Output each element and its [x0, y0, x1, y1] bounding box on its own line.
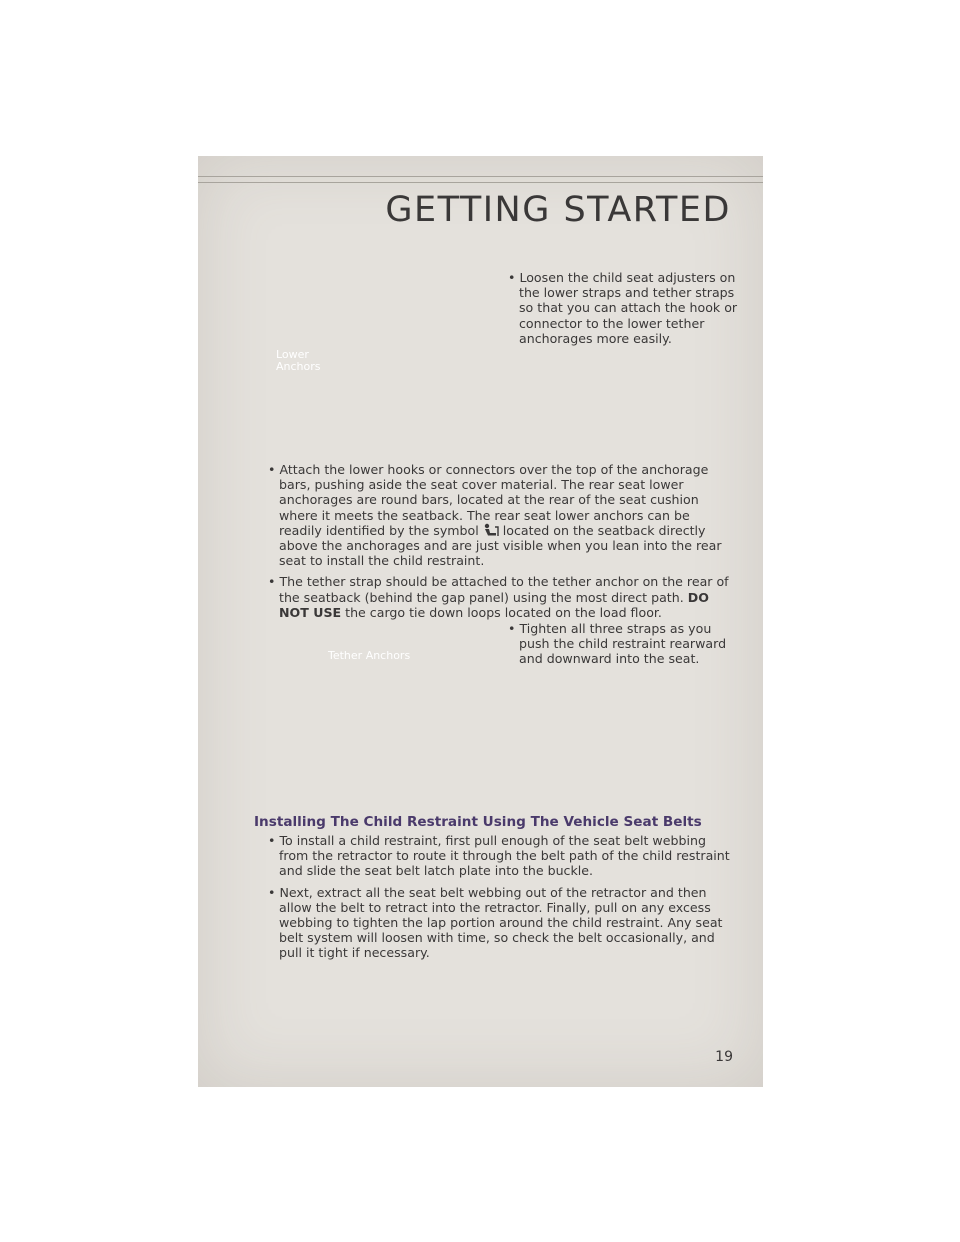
child-seat-anchor-icon [481, 523, 501, 538]
bullet-tether-warning: DO NOT USE [279, 589, 709, 620]
page-title: GETTING STARTED [385, 190, 731, 230]
bullet-tether-text-2: the cargo tie down loops located on the load floor. [345, 604, 662, 620]
manual-page [198, 156, 763, 1087]
bullet-attach: • Attach the lower hooks or connectors over the top of the anchorage bars, pushing aside the seat cover material. The rear seat lower anchorages are round bars, located at the rear of the seat cushion where it meets the seatback. The rear seat lower anchors can be readily identified by the symbol located on the seatback directly above the anchorages and are just visible when you lean into the rear seat to install the child restraint. [268, 462, 722, 569]
bullet-seatbelt-2-text: Next, extract all the seat belt webbing out of the retractor and then allow the belt to retract into the retractor. Finally, pull on any excess webbing to tighten the lap portion around the child restraint. Any seat belt system will loosen with time, so check the belt occasionally, and pull it tight if necessary. [279, 884, 723, 961]
top-rule-secondary [198, 182, 763, 183]
bullet-attach-text-1: Attach the lower hooks or connectors over the top of the anchorage bars, pushing aside the seat cover material. The rear seat lower anchorages are round bars, located at the rear of the seat cushion where it meets the seatback. The rear seat lower anchors can be readily identified by the symbol [279, 462, 709, 538]
bullet-tether: • The tether strap should be attached to the tether anchor on the rear of the seatback (behind the gap panel) using the most direct path. DO NOT USE the cargo tie down loops located on the load floor. [268, 574, 729, 620]
bullet-seatbelt-1: • To install a child restraint, first pull enough of the seat belt webbing from the retractor to route it through the belt path of the child restraint and slide the seat belt latch plate into the buckle. [268, 833, 730, 879]
bullet-loosen-text: Loosen the child seat adjusters on the lower straps and tether straps so that you can attach the hook or connector to the lower tether anchorages more easily. [519, 270, 738, 346]
tether-anchors-photo [238, 614, 478, 794]
bullet-tether-text-1: The tether strap should be attached to the tether anchor on the rear of the seatback (behind the gap panel) using the most direct path. [279, 574, 729, 605]
page-number: 19 [715, 1049, 733, 1065]
section-heading: Installing The Child Restraint Using The Vehicle Seat Belts [254, 814, 702, 830]
lower-anchors-photo [238, 272, 478, 447]
bullet-loosen: • Loosen the child seat adjusters on the lower straps and tether straps so that you can attach the hook or connector to the lower tether anchorages more easily. [508, 270, 738, 346]
attach-tether-block [268, 462, 736, 620]
bullet-attach-text-2: located on the seatback directly above the anchorages and are just visible when you lean into the rear seat to install the child restraint. [279, 522, 722, 569]
bullet-tighten-text: Tighten all three straps as you push the child restraint rearward and downward into the seat. [519, 621, 727, 667]
tighten-bullet-block [508, 621, 738, 667]
lower-anchors-label: Lower Anchors [276, 348, 321, 373]
bullet-seatbelt-2: • Next, extract all the seat belt webbing out of the retractor and then allow the belt to retract into the retractor. Finally, pull on any excess webbing to tighten the lap portion around the child restraint. Any seat belt system will loosen with time, so check the belt occasionally, and pull it tight if necessary. [268, 884, 723, 961]
tether-anchors-label: Tether Anchors [328, 649, 411, 662]
loosen-bullet-block [508, 270, 738, 346]
bullet-tighten: • Tighten all three straps as you push the child restraint rearward and downward into the seat. [508, 621, 727, 667]
seat-belt-bullets [268, 833, 738, 961]
top-rule [198, 176, 763, 177]
bullet-seatbelt-1-text: To install a child restraint, first pull enough of the seat belt webbing from the retractor to route it through the belt path of the child restraint and slide the seat belt latch plate into the buckle. [279, 833, 730, 879]
